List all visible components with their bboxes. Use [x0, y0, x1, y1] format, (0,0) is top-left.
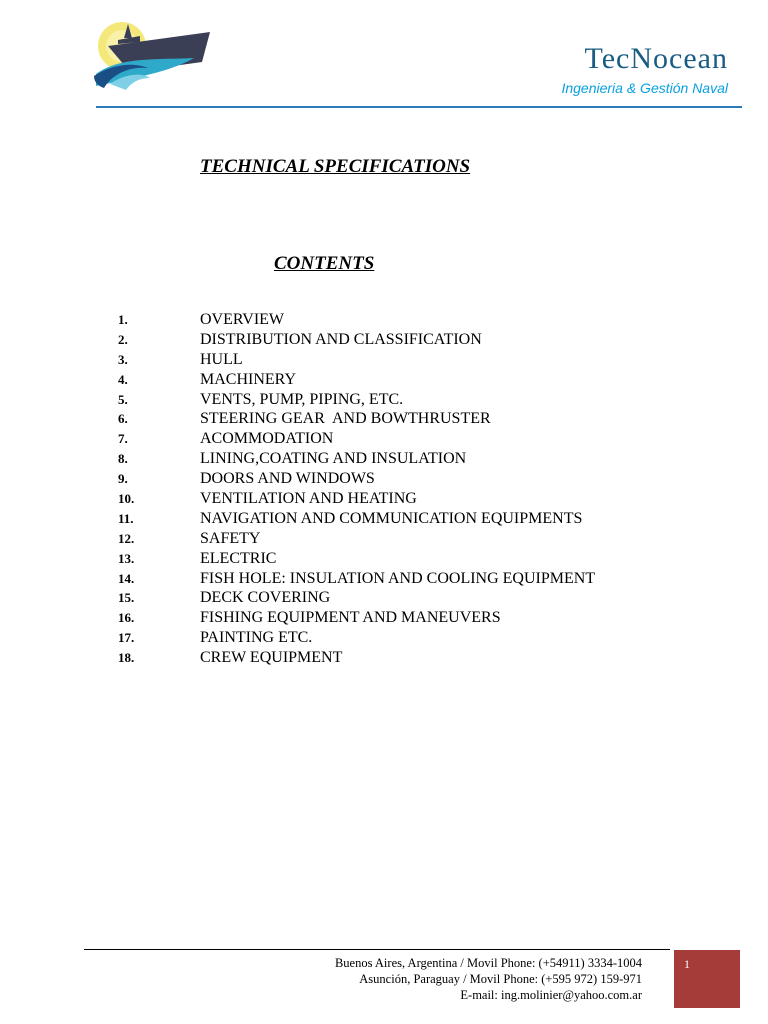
toc-item-label: ACOMMODATION [200, 430, 334, 448]
toc-item-number: 9. [118, 471, 128, 487]
toc-item-label: SAFETY [200, 529, 261, 547]
toc-item-label: FISH HOLE: INSULATION AND COOLING EQUIPMENT [200, 569, 596, 587]
ship-logo-icon [90, 16, 214, 98]
toc-item-number: 18. [118, 650, 135, 666]
toc-item-number: 5. [118, 391, 128, 407]
toc-item-number: 1. [118, 312, 128, 327]
toc-item [118, 390, 595, 410]
brand-block [561, 44, 728, 96]
toc-item [118, 310, 595, 330]
toc-item [118, 370, 595, 390]
toc-item-label: ELECTRIC [200, 549, 277, 567]
table-of-contents [118, 310, 595, 668]
toc-item-label: STEERING GEAR AND BOWTHRUSTER [200, 410, 491, 428]
toc-item-label: PAINTING ETC. [200, 629, 313, 647]
toc-item [118, 648, 595, 668]
toc-item-number: 8. [118, 451, 128, 467]
brand-tagline: Ingenieria & Gestión Naval [561, 80, 728, 96]
toc-item [118, 509, 595, 529]
footer-contact [335, 955, 642, 1003]
toc-item-label: HULL [200, 350, 243, 368]
toc-item-label: DOORS AND WINDOWS [200, 470, 375, 488]
brand-name: TecNocean [584, 42, 728, 75]
toc-item-number: 3. [118, 351, 128, 367]
header-divider [96, 106, 742, 108]
footer-divider [84, 949, 670, 950]
toc-item-label: DISTRIBUTION AND CLASSIFICATION [200, 330, 482, 348]
toc-item-number: 13. [118, 550, 135, 566]
toc-item-label: LINING,COATING AND INSULATION [200, 450, 467, 468]
toc-item-label: OVERVIEW [200, 311, 285, 328]
toc-item [118, 330, 595, 350]
toc-item-number: 17. [118, 630, 135, 646]
footer-line-buenos-aires: Buenos Aires, Argentina / Movil Phone: (+54911) 3334-1004 [334, 956, 642, 970]
toc-item [118, 549, 595, 569]
toc-item [118, 489, 595, 509]
toc-item-number: 11. [118, 510, 134, 526]
toc-item [118, 608, 595, 628]
toc-item-label: MACHINERY [200, 370, 297, 388]
toc-item-number: 12. [118, 530, 135, 546]
toc-item-label: NAVIGATION AND COMMUNICATION EQUIPMENTS [200, 509, 583, 527]
toc-item [118, 569, 595, 589]
toc-item-label: DECK COVERING [200, 589, 331, 607]
toc-item [118, 628, 595, 648]
footer-line-asuncion: Asunción, Paraguay / Movil Phone: (+595 972) 159-971 [359, 972, 642, 986]
toc-item-label: VENTILATION AND HEATING [200, 490, 417, 508]
toc-item-number: 4. [118, 371, 128, 387]
page-number-box [674, 950, 740, 1008]
toc-item-number: 2. [118, 331, 128, 347]
toc-item-number: 7. [118, 431, 128, 447]
toc-item [118, 449, 595, 469]
toc-item-label: FISHING EQUIPMENT AND MANEUVERS [200, 609, 501, 627]
toc-item [118, 469, 595, 489]
toc-item-number: 10. [118, 491, 135, 507]
toc-item-label: CREW EQUIPMENT [200, 649, 343, 667]
toc-item-number: 16. [118, 610, 135, 626]
toc-item-number: 14. [118, 570, 135, 586]
contents-heading: CONTENTS [274, 253, 375, 274]
toc-item-number: 6. [118, 411, 128, 427]
toc-item [118, 529, 595, 549]
toc-item-label: VENTS, PUMP, PIPING, ETC. [200, 390, 404, 408]
page-number: 1 [684, 957, 690, 971]
footer-line-email: E-mail: ing.molinier@yahoo.com.ar [460, 988, 642, 1002]
toc-item-number: 15. [118, 590, 135, 606]
toc-item [118, 429, 595, 449]
document-title: TECHNICAL SPECIFICATIONS [200, 156, 471, 177]
toc-item [118, 409, 595, 429]
toc-item [118, 350, 595, 370]
toc-item [118, 588, 595, 608]
